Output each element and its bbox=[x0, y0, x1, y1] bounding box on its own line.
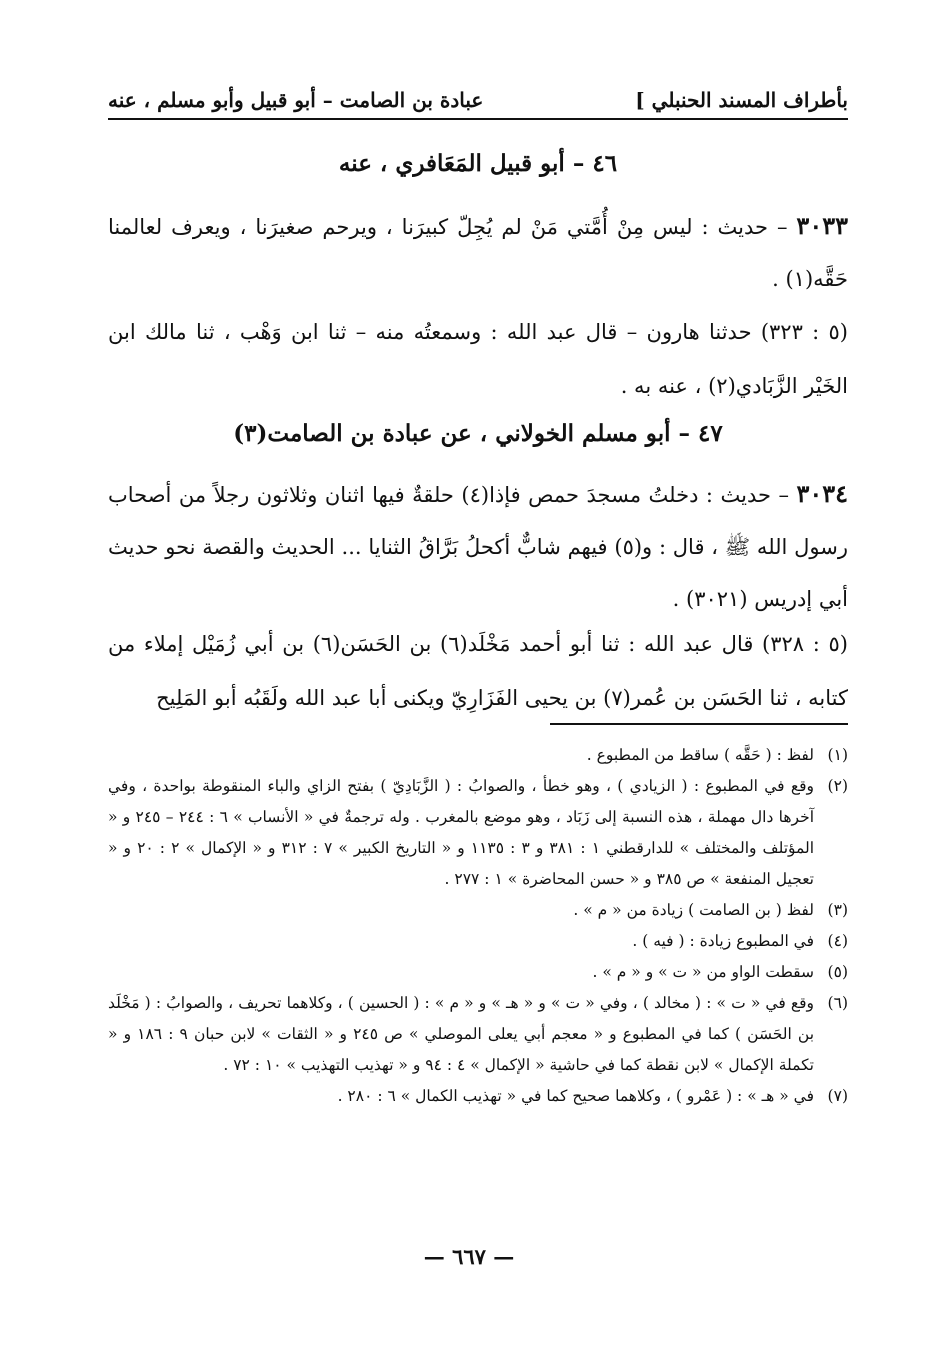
footnote-text: في المطبوع زيادة : ( فيه ) . bbox=[632, 932, 814, 950]
hadith-3033 bbox=[108, 200, 848, 305]
footnote bbox=[108, 740, 848, 771]
footnote-number: (٣) bbox=[827, 901, 848, 919]
footnote-text: لفظ ( بن الصامت ) زيادة من « م » . bbox=[573, 901, 814, 919]
footnote-number: (٥) bbox=[827, 963, 848, 981]
header-book-title: بأطراف المسند الحنبلي ] bbox=[635, 88, 848, 112]
footnote-number: (٤) bbox=[827, 932, 848, 950]
footnote-number: (١) bbox=[827, 746, 848, 764]
footnote bbox=[108, 1081, 848, 1112]
hadith-number: ٣٠٣٣ bbox=[796, 211, 848, 240]
page-number: — ٦٦٧ — bbox=[423, 1244, 515, 1269]
footnote-number: (٢) bbox=[827, 777, 848, 795]
footnote bbox=[108, 957, 848, 988]
footnote-number: (٦) bbox=[827, 994, 848, 1012]
footnote-separator bbox=[550, 723, 848, 725]
chapter-47-title: ٤٧ – أبو مسلم الخولاني ، عن عبادة بن الصامت(٣) bbox=[233, 420, 723, 447]
hadith-text: – حديث : ليس مِنْ أُمَّتي مَنْ لم يُجِلّ كبيرَنا ، ويرحم صغيرَنا ، ويعرف لعالمنا حَقَّه(١) . bbox=[108, 215, 848, 291]
footnote-text: في « هـ » : ( عَمْرو ) ، وكلاهما صحيح كما في « تهذيب الكمال » ٦ : ٢٨٠ . bbox=[337, 1087, 814, 1105]
chapter-46-title: ٤٦ – أبو قبيل المَعَافري ، عنه bbox=[338, 150, 618, 177]
footnote bbox=[108, 895, 848, 926]
footnote-text: وقع في المطبوع : ( الزيادي ) ، وهو خطأ ، والصوابُ : ( الزَّبَادِيّ ) بفتح الزاي والباء المنقوطة بواحدة ، وفي آخرها دال مهملة ، هذه النسبة إلى زَبَاد ، وهو موضع بالمغرب . وله ترجمةٌ في « الأنساب » ٦ : ٢٤٤ – ٢٤٥ و « المؤتلف والمختلف » للدارقطني ١ : ٣٨١ و ٣ : ١١٣٥ و « التاريخ الكبير » ٧ : ٣١٢ و « الإكمال » ٢ : ٢٠ و « تعجيل المنفعة » ص ٣٨٥ و « حسن المحاضرة » ١ : ٢٧٧ . bbox=[108, 777, 815, 888]
footnote bbox=[108, 771, 848, 895]
footnote bbox=[108, 926, 848, 957]
footnote bbox=[108, 988, 848, 1081]
running-header bbox=[108, 72, 848, 112]
footnote-text: وقع في « ت » : ( مخالد ) ، وفي « ت » و « هـ » و « م » : ( الحسين ) ، وكلاهما تحريف ، والصوابُ : ( مَخْلَد بن الحَسَن ) كما في المطبوع و « معجم أبي يعلى الموصلي » ص ٢٤٥ و « الثقات » لابن حبان ٩ : ١٨٦ و « تكملة الإكمال » لابن نقطة كما في حاشية « الإكمال » ٤ : ٩٤ و « تهذيب التهذيب » ١٠ : ٧٢ . bbox=[108, 994, 815, 1074]
hadith-number: ٣٠٣٤ bbox=[796, 479, 848, 508]
footnote-text: سقطت الواو من « ت » و « م » . bbox=[592, 963, 814, 981]
hadith-3034 bbox=[108, 468, 848, 625]
header-section-title: عبادة بن الصامت – أبو قبيل وأبو مسلم ، عنه bbox=[108, 88, 484, 112]
isnad-3033: (٥ : ٣٢٣) حدثنا هارون – قال عبد الله : وسمعتُه منه – ثنا ابن وَهْب ، ثنا مالك ابن الخَيْر الزَّبَادي(٢) ، عنه به . bbox=[108, 320, 848, 398]
footnote-text: لفظ : ( حَقَّه ) ساقط من المطبوع . bbox=[586, 746, 814, 764]
header-rule bbox=[108, 118, 848, 120]
isnad-3034: (٥ : ٣٢٨) قال عبد الله : ثنا أبو أحمد مَخْلَد(٦) بن الحَسَن(٦) بن أبي زُمَيْل إملاء من كتابه ، ثنا الحَسَن بن عُمر(٧) بن يحيى الفَزَارِيّ ويكنى أبا عبد الله ولَقَبُه أبو المَلِيح bbox=[108, 632, 848, 710]
hadith-text: – حديث : دخلتُ مسجدَ حمص فإذا(٤) حلقةٌ فيها اثنان وثلاثون رجلاً من أصحاب رسول الله ﷺ ، قال : و(٥) فيهم شابٌّ أكحلُ بَرَّاقُ الثنايا ... الحديث والقصة نحو حديث أبي إدريس (٣٠٢١) . bbox=[108, 483, 848, 611]
footnotes bbox=[108, 740, 848, 1112]
footnote-number: (٧) bbox=[827, 1087, 848, 1105]
